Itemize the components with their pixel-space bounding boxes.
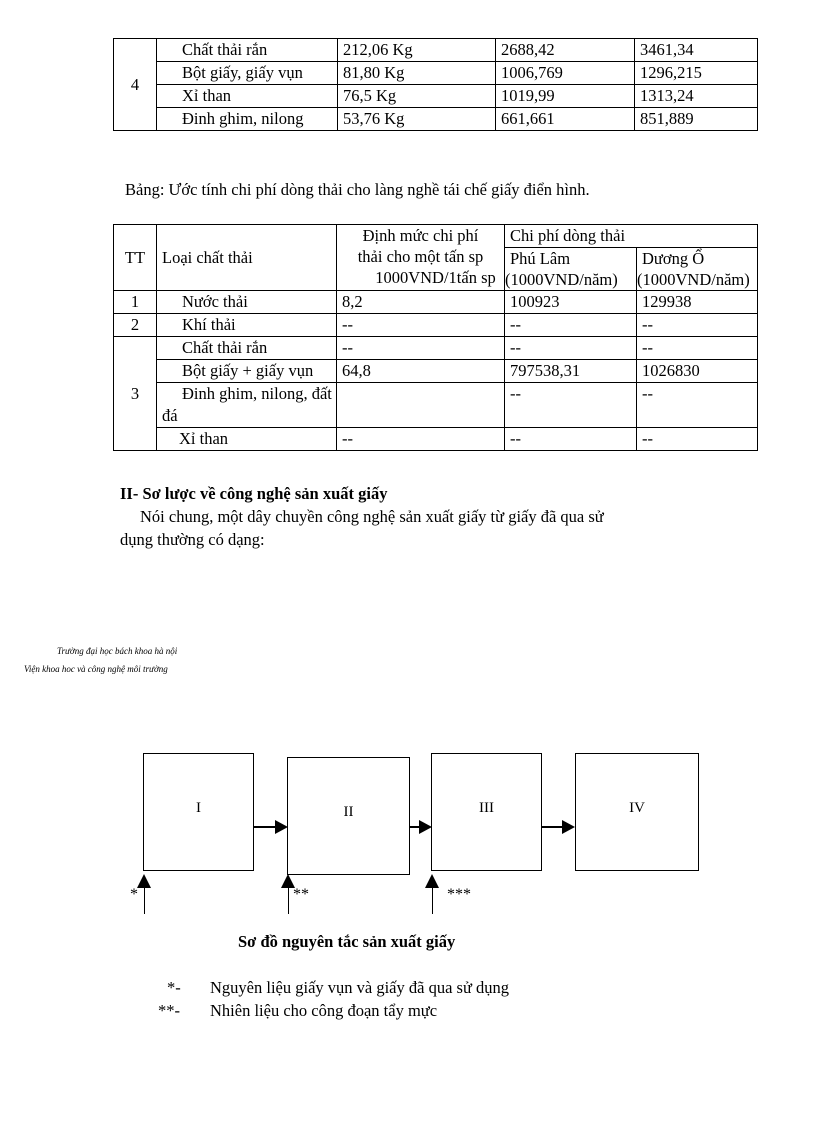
table-row bbox=[114, 108, 758, 131]
input-arrow-head-icon bbox=[137, 874, 151, 888]
cost-value: 851,889 bbox=[635, 108, 758, 131]
norm-line-2: thải cho một tấn sp bbox=[357, 247, 484, 266]
process-box-label: I bbox=[196, 800, 201, 816]
flow-arrow-shaft bbox=[541, 826, 563, 828]
flow-arrow-head-icon bbox=[562, 820, 575, 834]
duongo-value: -- bbox=[637, 428, 758, 451]
cost-value: 3461,34 bbox=[635, 39, 758, 62]
flow-arrow-head-icon bbox=[275, 820, 288, 834]
norm-value: 64,8 bbox=[337, 360, 505, 383]
phulam-unit: (1000VND/năm) bbox=[505, 270, 618, 289]
phulam-value: 797538,31 bbox=[505, 360, 637, 383]
duongo-value: -- bbox=[637, 337, 758, 360]
norm-value: 8,2 bbox=[337, 291, 505, 314]
flow-arrow-shaft bbox=[253, 826, 276, 828]
duongo-value: 1026830 bbox=[637, 360, 758, 383]
waste-name: Khí thải bbox=[157, 314, 337, 337]
duongo-value: 129938 bbox=[637, 291, 758, 314]
input-arrow-shaft bbox=[432, 887, 433, 914]
cost-value: 1296,215 bbox=[635, 62, 758, 85]
cost-value: 1006,769 bbox=[496, 62, 635, 85]
section-heading: II- Sơ lược về công nghệ sản xuất giấy bbox=[120, 484, 388, 503]
waste-cost-table bbox=[113, 224, 758, 451]
duongo-value: -- bbox=[637, 383, 758, 428]
cost-value: 1019,99 bbox=[496, 85, 635, 108]
section-paragraph-line-1: Nói chung, một dây chuyền công nghệ sản xuất giấy từ giấy đã qua sử bbox=[140, 507, 604, 526]
process-box-label: II bbox=[343, 804, 354, 820]
duongo-name: Dương Ổ bbox=[642, 249, 705, 268]
table-row bbox=[114, 62, 758, 85]
phulam-value: -- bbox=[505, 428, 637, 451]
waste-name: Chất thải rắn bbox=[157, 39, 338, 62]
table-row bbox=[114, 383, 758, 428]
table-row bbox=[114, 360, 758, 383]
norm-line-3: 1000VND/1tấn sp bbox=[375, 268, 496, 287]
norm-value: -- bbox=[337, 314, 505, 337]
norm-line-1: Định mức chi phí bbox=[362, 226, 479, 245]
flow-arrow-head-icon bbox=[419, 820, 432, 834]
duongo-value: -- bbox=[637, 314, 758, 337]
norm-value: -- bbox=[337, 337, 505, 360]
phulam-value: -- bbox=[505, 383, 637, 428]
table-header-row bbox=[114, 225, 758, 248]
process-box-label: IV bbox=[629, 800, 645, 816]
waste-amount: 76,5 Kg bbox=[338, 85, 496, 108]
phulam-value: 100923 bbox=[505, 291, 637, 314]
waste-name-line-2: đá bbox=[162, 406, 178, 425]
input-arrow-head-icon bbox=[425, 874, 439, 888]
col-header-phulam bbox=[505, 248, 637, 291]
row-number: 3 bbox=[114, 337, 157, 451]
norm-value: -- bbox=[337, 428, 505, 451]
table-row bbox=[114, 314, 758, 337]
phulam-value: -- bbox=[505, 337, 637, 360]
legend-text-1: Nguyên liệu giấy vụn và giấy đã qua sử dụng bbox=[210, 978, 510, 997]
input-mark-1: * bbox=[130, 886, 138, 903]
waste-name: Đinh ghim, nilong bbox=[157, 108, 338, 131]
col-header-type: Loại chất thải bbox=[157, 225, 337, 291]
col-header-cost: Chi phí dòng thải bbox=[505, 225, 758, 248]
institution-line-1: Trường đại học bách khoa hà nội bbox=[57, 646, 178, 656]
waste-name: Xỉ than bbox=[157, 428, 337, 451]
waste-amount: 81,80 Kg bbox=[338, 62, 496, 85]
waste-name: Nước thải bbox=[157, 291, 337, 314]
col-header-duongo bbox=[637, 248, 758, 291]
table-row bbox=[114, 39, 758, 62]
cost-value: 2688,42 bbox=[496, 39, 635, 62]
process-box-1 bbox=[143, 753, 254, 871]
table-row bbox=[114, 428, 758, 451]
legend-mark-1: *- bbox=[167, 978, 181, 997]
table-row bbox=[114, 337, 758, 360]
waste-amount: 212,06 Kg bbox=[338, 39, 496, 62]
process-box-2 bbox=[287, 757, 410, 875]
table-row bbox=[114, 291, 758, 314]
waste-name: Bột giấy, giấy vụn bbox=[157, 62, 338, 85]
legend-mark-2: **- bbox=[158, 1001, 180, 1020]
table-caption: Bảng: Ước tính chi phí dòng thải cho làng nghề tái chế giấy điển hình. bbox=[125, 180, 590, 199]
waste-table-continued bbox=[113, 38, 758, 131]
input-mark-3: *** bbox=[447, 886, 471, 903]
duongo-unit: (1000VND/năm) bbox=[637, 270, 750, 289]
input-mark-2: ** bbox=[293, 886, 309, 903]
waste-name: Xỉ than bbox=[157, 85, 338, 108]
col-header-tt: TT bbox=[114, 225, 157, 291]
legend-text-2: Nhiên liệu cho công đoạn tẩy mực bbox=[210, 1001, 438, 1020]
cost-value: 1313,24 bbox=[635, 85, 758, 108]
waste-name: Chất thải rắn bbox=[157, 337, 337, 360]
input-arrow-shaft bbox=[288, 887, 289, 914]
process-box-label: III bbox=[479, 800, 494, 816]
waste-name bbox=[157, 383, 337, 428]
institution-line-2: Viện khoa hoc và công nghệ môi trường bbox=[24, 664, 168, 674]
diagram-title: Sơ đồ nguyên tắc sản xuất giấy bbox=[238, 932, 456, 951]
table-row bbox=[114, 85, 758, 108]
group-number: 4 bbox=[114, 39, 157, 131]
process-box-4 bbox=[575, 753, 699, 871]
col-header-norm bbox=[337, 225, 505, 291]
waste-amount: 53,76 Kg bbox=[338, 108, 496, 131]
row-number: 2 bbox=[114, 314, 157, 337]
row-number: 1 bbox=[114, 291, 157, 314]
cost-value: 661,661 bbox=[496, 108, 635, 131]
phulam-name: Phú Lâm bbox=[510, 249, 571, 268]
input-arrow-shaft bbox=[144, 887, 145, 914]
waste-name: Bột giấy + giấy vụn bbox=[157, 360, 337, 383]
waste-name-line-1: Đinh ghim, nilong, đất bbox=[182, 384, 332, 403]
process-box-3 bbox=[431, 753, 542, 871]
section-paragraph-line-2: dụng thường có dạng: bbox=[120, 530, 265, 549]
phulam-value: -- bbox=[505, 314, 637, 337]
norm-value bbox=[337, 383, 505, 428]
